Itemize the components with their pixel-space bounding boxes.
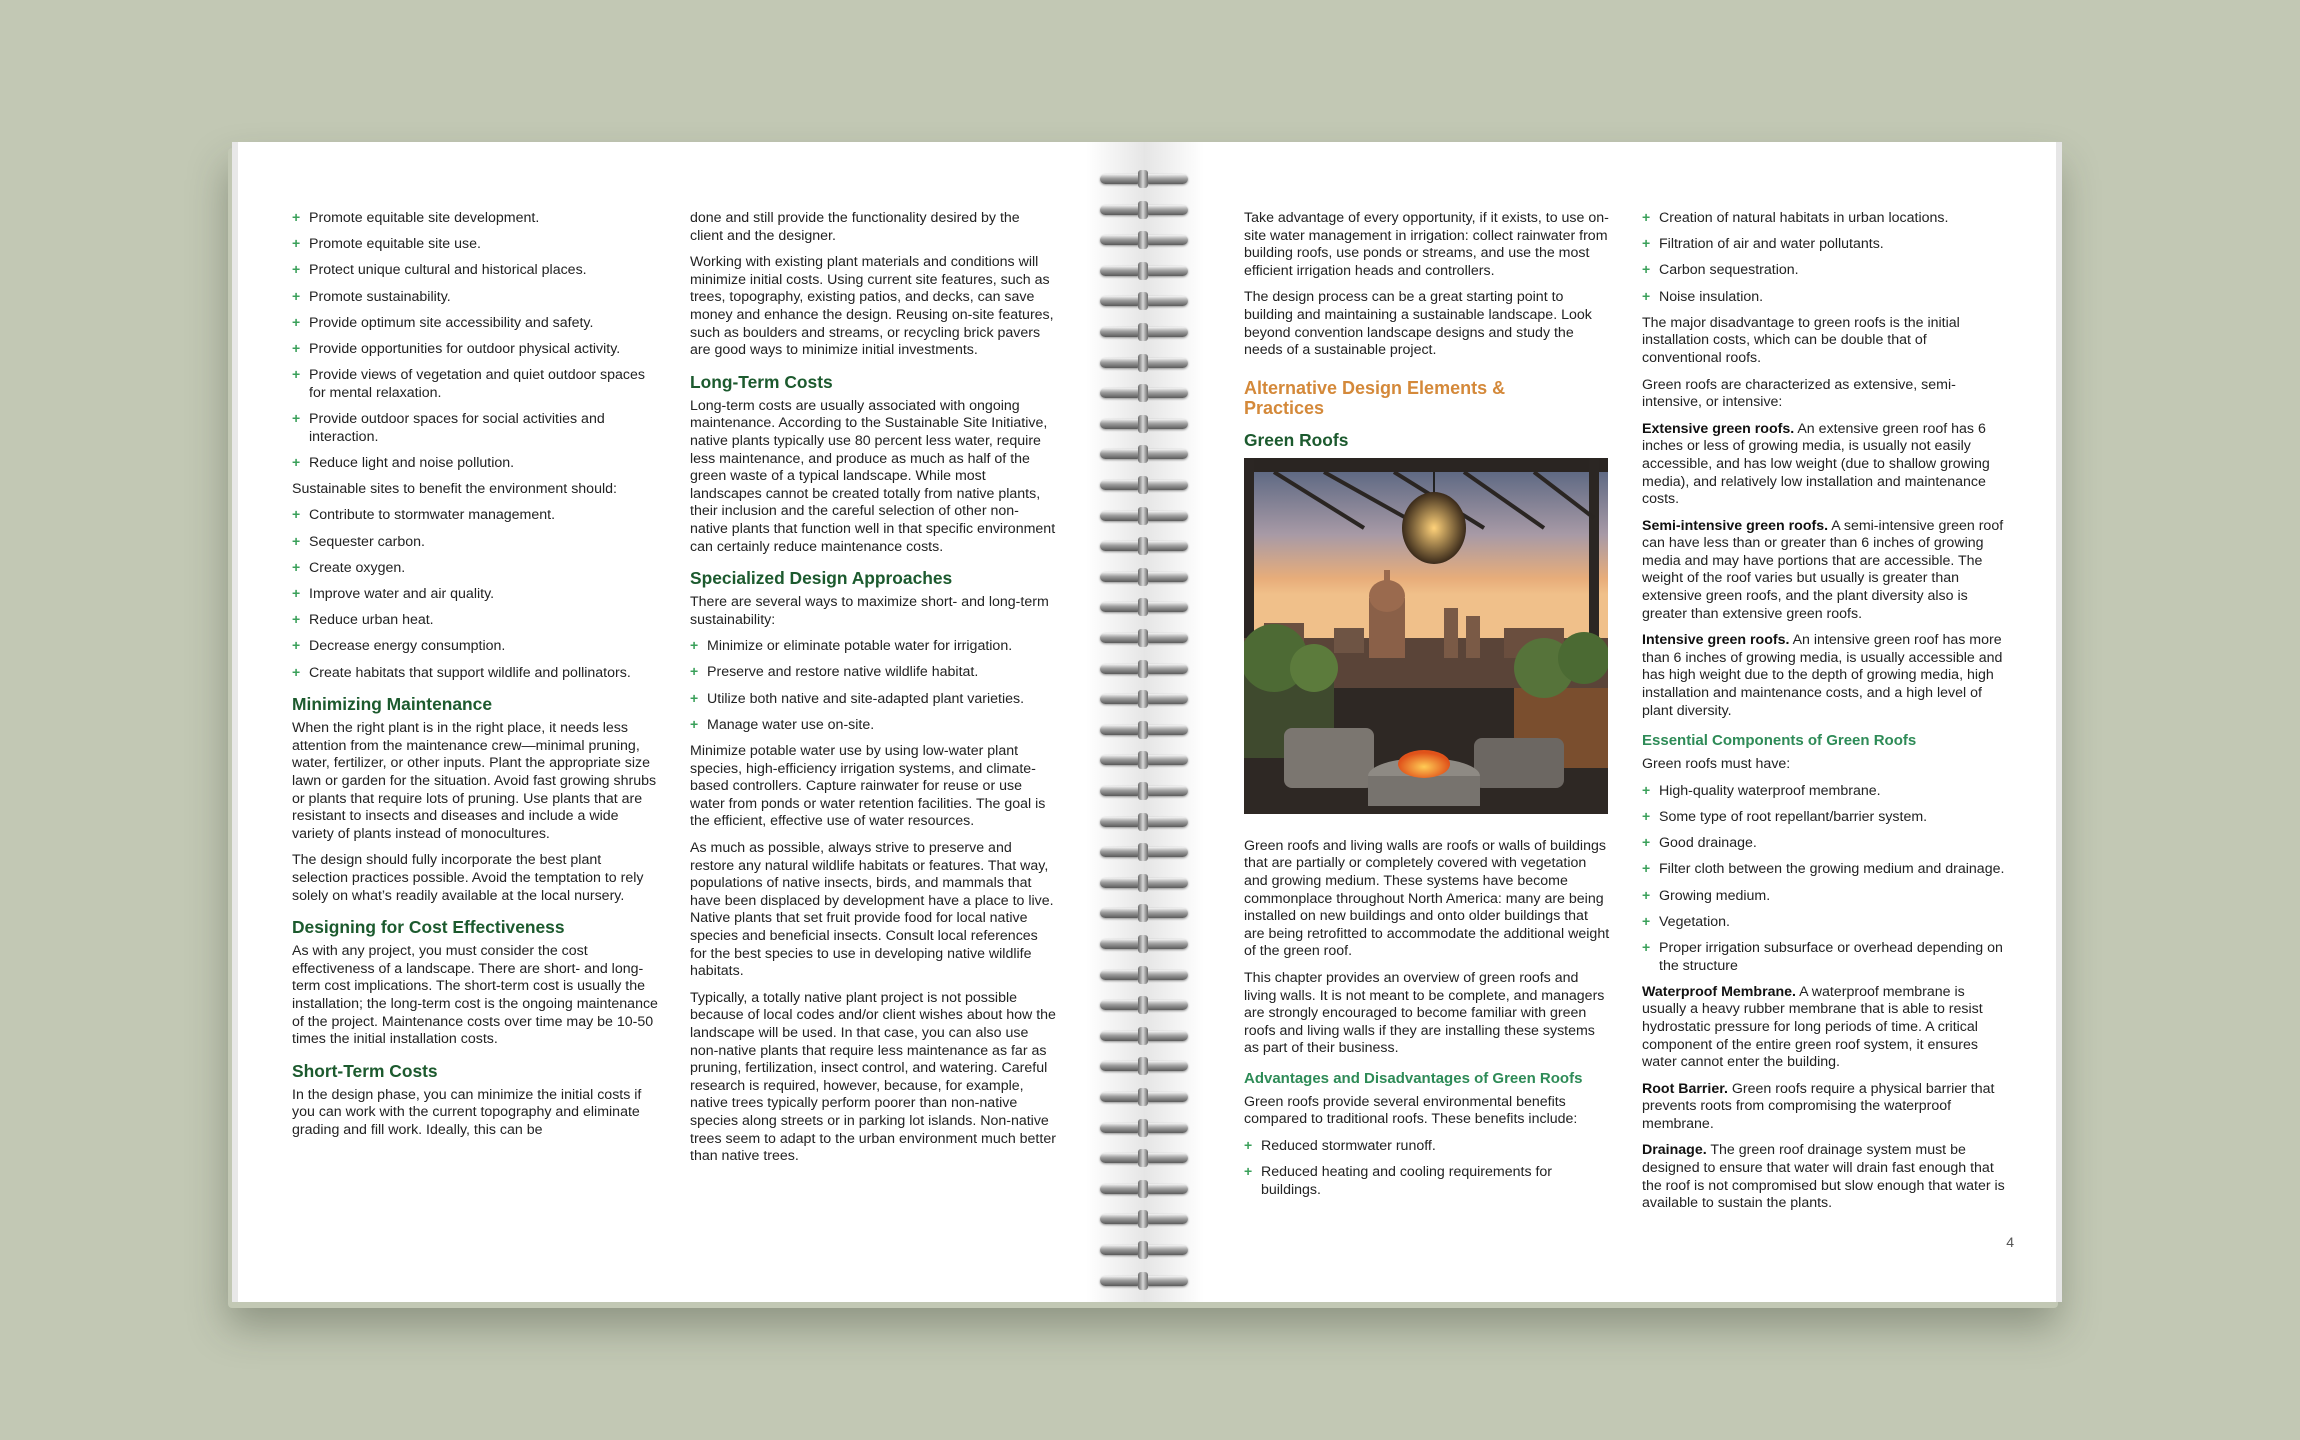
paragraph: As much as possible, always strive to preserve and restore any natural wildlife habitats or features. That way, populations of native insects, birds, and mammals that have been displaced by development have a place to live. Native plants that set fruit provide food for local native species and beneficial insects. Consult local references for the best species to use in developing native wildlife habitats. <box>690 840 1054 980</box>
paragraph: Typically, a totally native plant project is not possible because of local codes and/or client wishes about how the landscape will be used. In that case, you can also use non-native plants that require less maintenance as far as pruning, fertilization, insect control, and watering. Careful research is required, however, because, for example, native trees typically perform poorer than non-native species along streets or in parking lot islands. Non-native trees seem to adapt to the urban environment much better than native trees. <box>690 989 1056 1165</box>
paragraph: Green roofs provide several environmental benefits compared to traditional roofs. These benefits include: <box>1244 1093 1578 1128</box>
lead-term: Waterproof Membrane. <box>1642 983 1796 1000</box>
lead-term: Drainage. <box>1642 1142 1707 1159</box>
right-column-2 <box>1642 210 2008 1222</box>
spiral-coil <box>1098 415 1190 433</box>
list-item: + Minimize or eliminate potable water for irrigation. <box>690 638 1056 656</box>
list-item: + Reduce light and noise pollution. <box>292 455 658 473</box>
paragraph: This chapter provides an overview of green roofs and living walls. It is not meant to be complete, and managers are strongly encouraged to become familiar with green roofs and living walls if they are installing these systems as part of their business. <box>1244 969 1605 1057</box>
list-item: + Create habitats that support wildlife and pollinators. <box>292 665 658 683</box>
paragraph: The design should fully incorporate the best plant selection practices possible. Avoid the temptation to rely solely on what’s readily available at the local nursery. <box>292 852 644 904</box>
paragraph: The design process can be a great starting point to building and maintaining a sustainable landscape. Look beyond convention landscape designs and study the needs of a sustainable project. <box>1244 289 1592 359</box>
paragraph: As with any project, you must consider the cost effectiveness of a landscape. There are short- and long-term cost implications. The short-term cost is usually the installation; the long-term cost is the ongoing maintenance of the project. Maintenance costs over time may be 10-50 times the initial installation costs. <box>292 943 658 1048</box>
list-item: + Preserve and restore native wildlife habitat. <box>690 664 1056 682</box>
paragraph: Minimize potable water use by using low-water plant species, high-efficiency irrigation systems, and climate-based controllers. Capture rainwater for reuse or use water from ponds or water retention facilities. The goal is the efficient, effective use of water resources. <box>690 743 1046 830</box>
list-item: + Decrease energy consumption. <box>292 638 658 656</box>
list-item: + Create oxygen. <box>292 560 658 578</box>
list-item: + Promote equitable site use. <box>292 236 658 254</box>
spiral-coil <box>1098 1272 1190 1290</box>
bullet-list-environment <box>292 507 658 682</box>
paragraph: Green roofs and living walls are roofs or walls of buildings that are partially or completely covered with vegetation and growing medium. These systems have become commonplace throughout North America: many are being installed on new buildings and onto older buildings that are being retrofitted to accommodate the additional weight of the green roof. <box>1244 837 1610 960</box>
list-item: + Manage water use on-site. <box>690 717 1056 735</box>
spiral-coil <box>1098 1088 1190 1106</box>
heading-long-term-costs: Long-Term Costs <box>690 371 833 392</box>
definition-text: An intensive green roof has more than 6 inches of growing media, is usually accessible and has high weight due to the depth of growing media, high installation and maintenance costs, and a high level of plant diversity. <box>1642 632 2003 719</box>
lead-term: Extensive green roofs. <box>1642 420 1795 437</box>
spiral-coil <box>1098 384 1190 402</box>
bullet-list-benefits <box>1244 1138 1610 1199</box>
spiral-coil <box>1098 537 1190 555</box>
list-item: + Sequester carbon. <box>292 534 658 552</box>
spiral-coil <box>1098 721 1190 739</box>
heading-cost-effectiveness: Designing for Cost Effectiveness <box>292 917 565 938</box>
rooftop-terrace-photo <box>1244 458 1608 814</box>
list-item: + Reduced stormwater runoff. <box>1244 1138 1610 1156</box>
left-column-2 <box>690 210 1056 1175</box>
spiral-coil <box>1098 904 1190 922</box>
list-item: + Filtration of air and water pollutants. <box>1642 236 2008 254</box>
paragraph: Green roofs must have: <box>1642 756 1791 773</box>
spiral-coil <box>1098 201 1190 219</box>
paragraph-semi-intensive <box>1642 518 2008 624</box>
list-item: + Improve water and air quality. <box>292 586 658 604</box>
list-item: + Filter cloth between the growing medium and drainage. <box>1642 861 2008 879</box>
spiral-coil <box>1098 323 1190 341</box>
list-item: + Reduce urban heat. <box>292 612 658 630</box>
list-item: + Provide optimum site accessibility and safety. <box>292 315 658 333</box>
spiral-coil <box>1098 874 1190 892</box>
spiral-coil <box>1098 843 1190 861</box>
paragraph: Working with existing plant materials and conditions will minimize initial costs. Using current site features, such as trees, topography, existing patios, and decks, can save money and enhance the design. Reusing on-site features, such as boulders and streams, or recycling brick pavers are good ways to minimize initial investments. <box>690 254 1054 359</box>
paragraph: Take advantage of every opportunity, if it exists, to use on-site water management in irrigation: collect rainwater from building roofs, use ponds or streams, and use the most efficient irrigation heads and controllers. <box>1244 210 1609 279</box>
spiral-coil <box>1098 292 1190 310</box>
left-column-1 <box>292 210 658 1148</box>
spiral-coil <box>1098 1180 1190 1198</box>
paragraph-drainage <box>1642 1142 2008 1212</box>
spiral-coil <box>1098 996 1190 1014</box>
definition-text: An extensive green roof has 6 inches or less of growing media, is usually not easily accessible, and has low weight (due to shallow growing media), and relatively low installation and maintenance costs. <box>1642 420 1990 508</box>
paragraph: Green roofs are characterized as extensive, semi-intensive, or intensive: <box>1642 376 1956 411</box>
list-item: + Provide outdoor spaces for social activities and interaction. <box>292 411 658 446</box>
lead-term: Intensive green roofs. <box>1642 632 1790 649</box>
heading-essential-components: Essential Components of Green Roofs <box>1642 732 1917 750</box>
spiral-coil <box>1098 507 1190 525</box>
spiral-coil <box>1098 782 1190 800</box>
bullet-list-approaches <box>690 638 1056 734</box>
list-item: + Proper irrigation subsurface or overhead depending on the structure <box>1642 940 2008 975</box>
list-item: + Promote sustainability. <box>292 289 658 307</box>
list-item: + Reduced heating and cooling requirements for buildings. <box>1244 1164 1610 1199</box>
list-item: + Some type of root repellant/barrier system. <box>1642 809 2008 827</box>
paragraph-extensive <box>1642 421 2008 509</box>
spiral-coil <box>1098 1027 1190 1045</box>
left-page <box>232 142 1146 1302</box>
heading-alternative-design: Alternative Design Elements & Practices <box>1244 377 1506 418</box>
spiral-coil <box>1098 813 1190 831</box>
heading-minimizing-maintenance: Minimizing Maintenance <box>292 694 493 715</box>
spiral-coil <box>1098 170 1190 188</box>
list-item: + Provide views of vegetation and quiet outdoor spaces for mental relaxation. <box>292 367 658 402</box>
heading-short-term-costs: Short-Term Costs <box>292 1060 438 1081</box>
bullet-list-benefits-cont <box>1642 210 2008 306</box>
list-item: + Utilize both native and site-adapted plant varieties. <box>690 691 1056 709</box>
spiral-coil <box>1098 598 1190 616</box>
spiral-coil <box>1098 1149 1190 1167</box>
right-column-1 <box>1244 210 1610 1208</box>
spiral-binding <box>1098 170 1190 1300</box>
paragraph: done and still provide the functionality desired by the client and the designer. <box>690 210 1020 244</box>
spiral-coil <box>1098 262 1190 280</box>
definition-text: Green roofs require a physical barrier that prevents roots from compromising the waterproof membrane. <box>1642 1080 1995 1132</box>
bullet-list-components <box>1642 783 2008 975</box>
list-item: + Vegetation. <box>1642 914 2008 932</box>
right-page <box>1144 142 2062 1302</box>
spiral-coil <box>1098 1210 1190 1228</box>
paragraph: Long-term costs are usually associated with ongoing maintenance. According to the Sustainable Site Initiative, native plants typically use 80 percent less water, require less maintenance, and produce as much as half of the green waste of a typical landscape. While most landscapes cannot be created totally from native plants, their inclusion and the careful selection of other non-native plants that function well in that specific environment can certainly reduce maintenance costs. <box>690 397 1056 555</box>
heading-specialized-design: Specialized Design Approaches <box>690 568 953 589</box>
spiral-coil <box>1098 660 1190 678</box>
spiral-coil <box>1098 1241 1190 1259</box>
list-item: + Carbon sequestration. <box>1642 262 2008 280</box>
paragraph: When the right plant is in the right place, it needs less attention from the maintenance crew—minimal pruning, water, fertilizer, or other inputs. Plant the appropriate size lawn or garden for the situation. Avoid fast growing shrubs or plants that require lots of pruning. Use plants that are resistant to insects and diseases and include a wide variety of plants instead of monocultures. <box>292 720 657 842</box>
paragraph: In the design phase, you can minimize the initial costs if you can work with the current topography and eliminate grading and fill work. Ideally, this can be <box>292 1086 642 1138</box>
spiral-coil <box>1098 935 1190 953</box>
spiral-coil <box>1098 966 1190 984</box>
list-item: + Provide opportunities for outdoor physical activity. <box>292 341 658 359</box>
paragraph-intensive <box>1642 632 2008 720</box>
definition-text: A waterproof membrane is usually a heavy rubber membrane that is able to resist hydrostatic pressure for long periods of time. A critical component of the entire green roof system, it ensures water cannot enter the building. <box>1642 983 1983 1071</box>
paragraph: The major disadvantage to green roofs is the initial installation costs, which can be double that of conventional roofs. <box>1642 314 1960 366</box>
page-number: 4 <box>2006 1234 2014 1250</box>
spiral-coil <box>1098 354 1190 372</box>
spiral-coil <box>1098 690 1190 708</box>
paragraph-sustainable-intro: Sustainable sites to benefit the environment should: <box>292 480 617 497</box>
list-item: + Promote equitable site development. <box>292 210 658 228</box>
lead-term: Semi-intensive green roofs. <box>1642 517 1829 534</box>
paragraph-root-barrier <box>1642 1081 2008 1134</box>
spiral-coil <box>1098 231 1190 249</box>
paragraph: There are several ways to maximize short- and long-term sustainability: <box>690 594 1049 628</box>
lead-term: Root Barrier. <box>1642 1080 1728 1097</box>
spiral-coil <box>1098 1057 1190 1075</box>
definition-text: The green roof drainage system must be designed to ensure that water will drain fast enough that the roof is not compromised but slow enough that water is available to sustain the plants. <box>1642 1142 2005 1212</box>
spiral-coil <box>1098 751 1190 769</box>
heading-green-roofs: Green Roofs <box>1244 429 1349 450</box>
list-item: + Contribute to stormwater management. <box>292 507 658 525</box>
paragraph-waterproof-membrane <box>1642 984 2008 1072</box>
spiral-coil <box>1098 568 1190 586</box>
heading-advantages-disadvantages: Advantages and Disadvantages of Green Roofs <box>1244 1069 1583 1087</box>
list-item: + High-quality waterproof membrane. <box>1642 783 2008 801</box>
list-item: + Creation of natural habitats in urban locations. <box>1642 210 2008 228</box>
spiral-coil <box>1098 476 1190 494</box>
spiral-coil <box>1098 445 1190 463</box>
list-item: + Good drainage. <box>1642 835 2008 853</box>
spiral-coil <box>1098 629 1190 647</box>
spiral-coil <box>1098 1119 1190 1137</box>
list-item: + Protect unique cultural and historical places. <box>292 262 658 280</box>
list-item: + Growing medium. <box>1642 888 2008 906</box>
bullet-list-social <box>292 210 658 472</box>
list-item: + Noise insulation. <box>1642 289 2008 307</box>
definition-text: A semi-intensive green roof can have less than or greater than 6 inches of growing media and may have portions that are accessible. The weight of the roof varies but usually is greater than extensive green roofs, and the plant diversity also is greater than extensive green roofs. <box>1642 517 2004 622</box>
